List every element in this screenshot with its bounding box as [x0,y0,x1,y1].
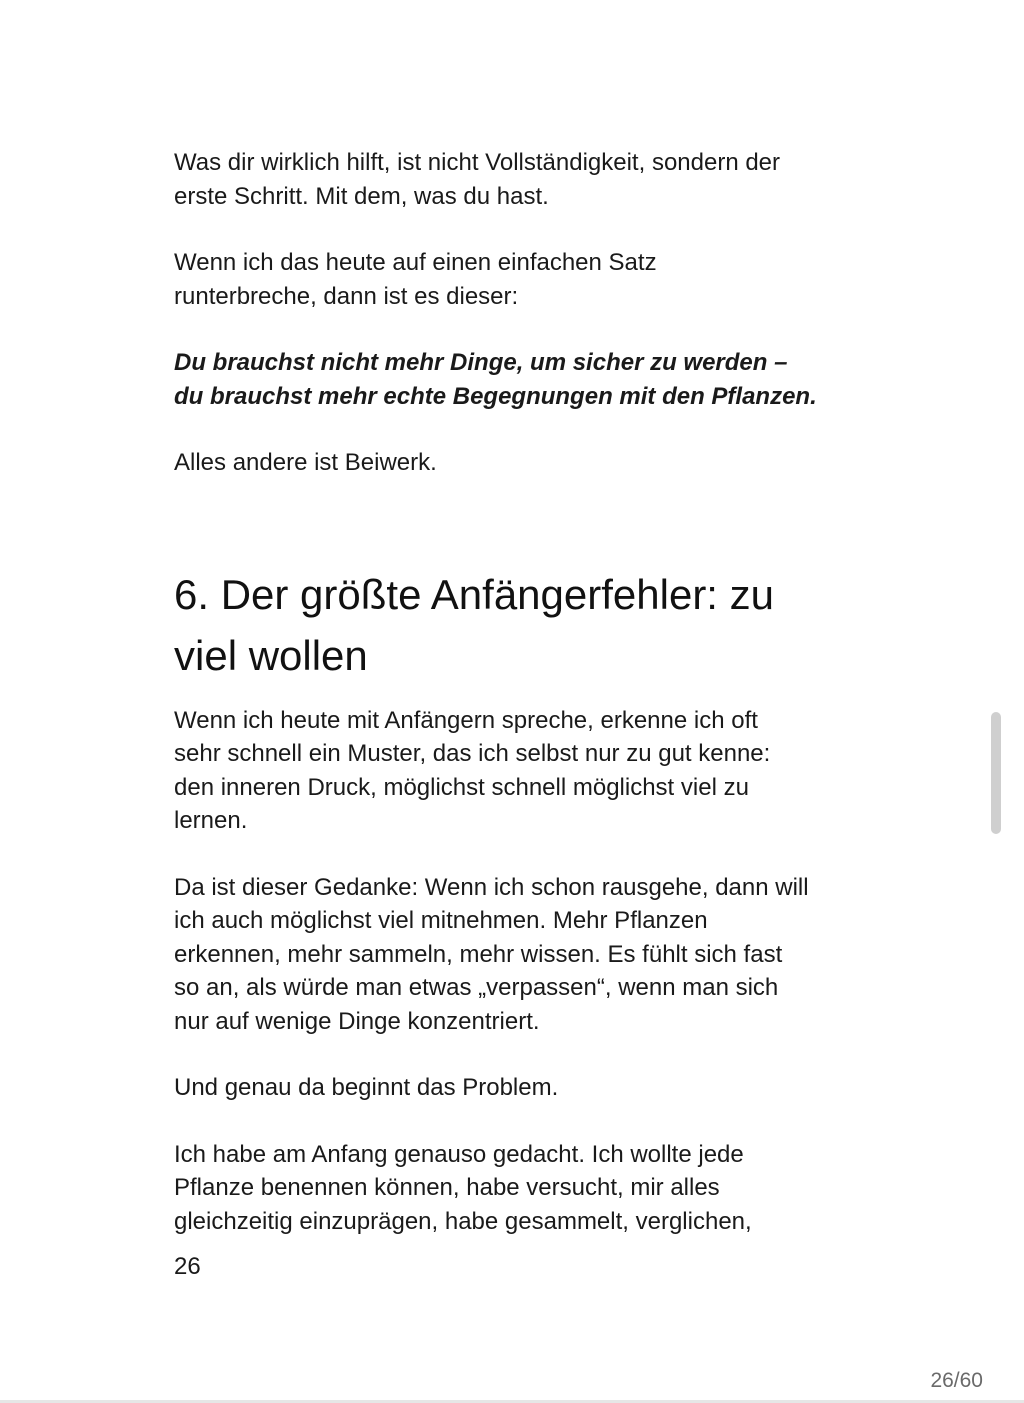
page-content [174,146,874,1271]
paragraph: Alles andere ist Beiwerk. [174,449,437,476]
page-indicator: 26/60 [930,1369,983,1392]
scrollbar-thumb[interactable] [991,712,1001,834]
paragraph: Wenn ich heute mit Anfängern spreche, erkenne ich oft sehr schnell ein Muster, das ich selbst nur zu gut kenne: den inneren Druck, möglichst schnell möglichst viel zu lernen. [174,706,771,834]
paragraph: Da ist dieser Gedanke: Wenn ich schon rausgehe, dann will ich auch möglichst viel mitnehmen. Mehr Pflanzen erkennen, mehr sammeln, mehr wissen. Es fühlt sich fast so an, als würde man etwas „verpassen“, wenn man sich nur auf wenige Dinge konzentriert. [174,873,809,1035]
paragraph: Und genau da beginnt das Problem. [174,1074,559,1101]
paragraph: Wenn ich das heute auf einen einfachen Satz runterbreche, dann ist es dieser: [174,249,657,310]
section-heading: 6. Der größte Anfängerfehler: zu viel wollen [174,570,774,679]
paragraph: Ich habe am Anfang genauso gedacht. Ich wollte jede Pflanze benennen können, habe versucht, mir alles gleichzeitig einzuprägen, habe gesammelt, verglichen, [174,1140,752,1235]
page-number: 26 [174,1253,201,1280]
emphasized-quote: Du brauchst nicht mehr Dinge, um sicher zu werden – du brauchst mehr echte Begegnungen mit den Pflanzen. [174,349,817,410]
paragraph: Was dir wirklich hilft, ist nicht Vollständigkeit, sondern der erste Schritt. Mit dem, was du hast. [174,149,781,210]
